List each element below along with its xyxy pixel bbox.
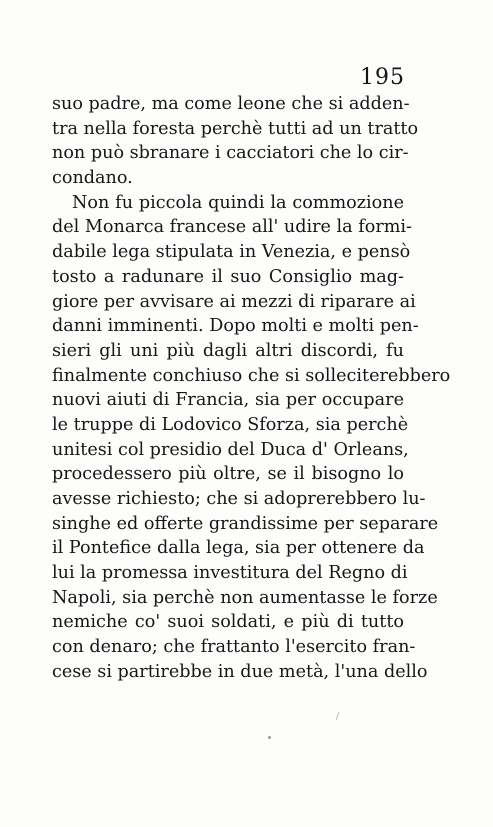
- text-line: Non fu piccola quindi la commozione: [72, 192, 404, 213]
- text-line: tra nella foresta perchè tutti ad un tratto: [52, 118, 419, 139]
- page-number: 195: [360, 65, 405, 90]
- text-line: cese si partirebbe in due metà, l'una dello: [52, 661, 428, 682]
- text-line: avesse richiesto; che si adoprerebbero lu-: [52, 489, 426, 509]
- text-line: con denaro; che frattanto l'esercito fran-: [52, 637, 416, 658]
- body-text: [52, 92, 451, 685]
- text-line: danni imminenti. Dopo molti e molti pen-: [52, 316, 419, 337]
- text-line: tosto a radunare il suo Consiglio mag-: [52, 266, 404, 287]
- text-line: unitesi col presidio del Duca d' Orleans,: [52, 439, 409, 460]
- text-line: suo padre, ma come leone che si adden-: [52, 94, 410, 114]
- paper-mark: [336, 712, 340, 720]
- text-line: singhe ed offerte grandissime per separare: [52, 513, 439, 534]
- text-line: condano.: [52, 168, 133, 189]
- text-line: procedessero più oltre, se il bisogno lo: [52, 464, 404, 485]
- text-line: dabile lega stipulata in Venezia, e pensò: [52, 242, 411, 263]
- paper-speck: [268, 736, 271, 739]
- text-line: sieri gli uni più dagli altri discordi, fu: [52, 340, 404, 361]
- text-line: lui la promessa investitura del Regno di: [52, 563, 408, 584]
- text-line: giore per avvisare ai mezzi di riparare ai: [52, 291, 416, 312]
- text-line: le truppe di Lodovico Sforza, sia perchè: [52, 414, 409, 435]
- text-line: non può sbranare i cacciatori che lo cir-: [52, 143, 409, 164]
- text-line: il Pontefice dalla lega, sia per ottenere da: [52, 538, 425, 559]
- text-line: nemiche co' suoi soldati, e più di tutto: [52, 612, 404, 633]
- text-line: finalmente conchiuso che si solleciterebbero: [52, 365, 451, 386]
- text-line: nuovi aiuti di Francia, sia per occupare: [52, 390, 404, 411]
- text-line: del Monarca francese all' udire la formi-: [52, 217, 412, 238]
- text-line: Napoli, sia perchè non aumentasse le forze: [52, 587, 438, 608]
